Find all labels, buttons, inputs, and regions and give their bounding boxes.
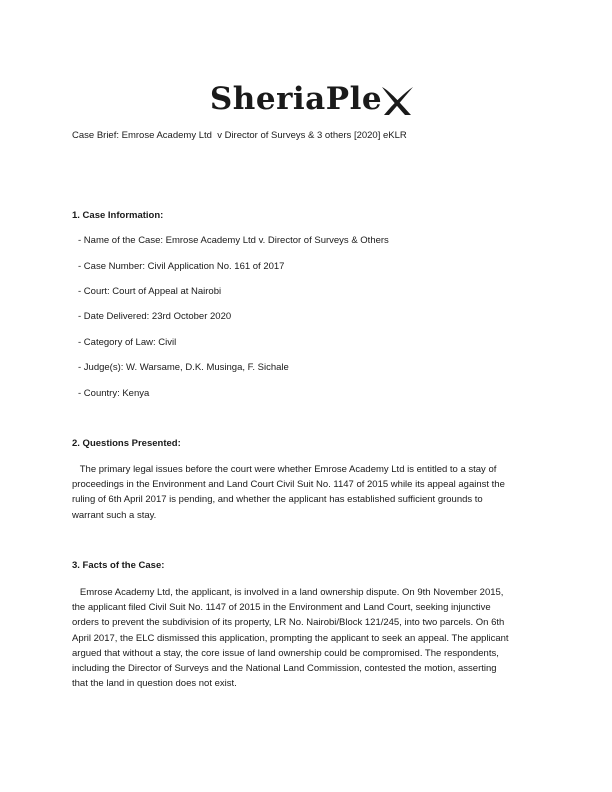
info-case-name: - Name of the Case: Emrose Academy Ltd v. Director of Surveys & Others <box>78 235 389 246</box>
info-court: - Court: Court of Appeal at Nairobi <box>78 286 222 297</box>
paragraph-line: April 2017, the ELC dismissed this application, prompting the applicant to seek an appeal. The applicant <box>72 632 509 644</box>
logo-wordmark <box>210 81 414 117</box>
paragraph-line: including the Director of Surveys and the National Land Commission, contested the motion, asserting <box>72 663 497 675</box>
paragraph-line: Emrose Academy Ltd, the applicant, is involved in a land ownership dispute. On 9th November 2015, <box>72 587 504 598</box>
logo-x-mark-icon <box>380 85 414 117</box>
section-heading-case-information: 1. Case Information: <box>72 210 164 221</box>
case-brief-title: Case Brief: Emrose Academy Ltd v Director of Surveys & 3 others [2020] eKLR <box>72 130 407 141</box>
paragraph-line: the applicant filed Civil Suit No. 1147 of 2015 in the Environment and Land Court, seeking injunctive <box>72 602 491 614</box>
paragraph-line: ruling of 6th April 2017 is pending, and whether the applicant has established sufficient grounds to <box>72 494 483 506</box>
info-country: - Country: Kenya <box>78 388 150 399</box>
info-date-delivered: - Date Delivered: 23rd October 2020 <box>78 311 232 322</box>
logo-text: SheriaPle <box>209 81 383 117</box>
sheriaplex-logo <box>0 76 612 122</box>
section-heading-facts-of-the-case: 3. Facts of the Case: <box>72 560 165 571</box>
paragraph-line: argued that without a stay, the core issue of land ownership could be compromised. The respondents, <box>72 647 499 659</box>
paragraph-line: orders to prevent the subdivision of its property, LR No. Nairobi/Block 121/245, into two parcels. On 6th <box>72 617 505 629</box>
facts-paragraph <box>72 585 544 691</box>
info-category-of-law: - Category of Law: Civil <box>78 337 177 348</box>
info-judges: - Judge(s): W. Warsame, D.K. Musinga, F. Sichale <box>78 362 289 373</box>
paragraph-line: that the land in question does not exist. <box>72 678 237 690</box>
paragraph-line: The primary legal issues before the court were whether Emrose Academy Ltd is entitled to a stay of <box>72 464 497 475</box>
paragraph-line: warrant such a stay. <box>72 509 157 521</box>
section-heading-questions-presented: 2. Questions Presented: <box>72 438 181 449</box>
paragraph-line: proceedings in the Environment and Land Court Civil Suit No. 1147 of 2015 while its appeal against the <box>72 479 505 491</box>
questions-paragraph <box>72 462 544 523</box>
info-case-number: - Case Number: Civil Application No. 161 of 2017 <box>78 261 285 272</box>
